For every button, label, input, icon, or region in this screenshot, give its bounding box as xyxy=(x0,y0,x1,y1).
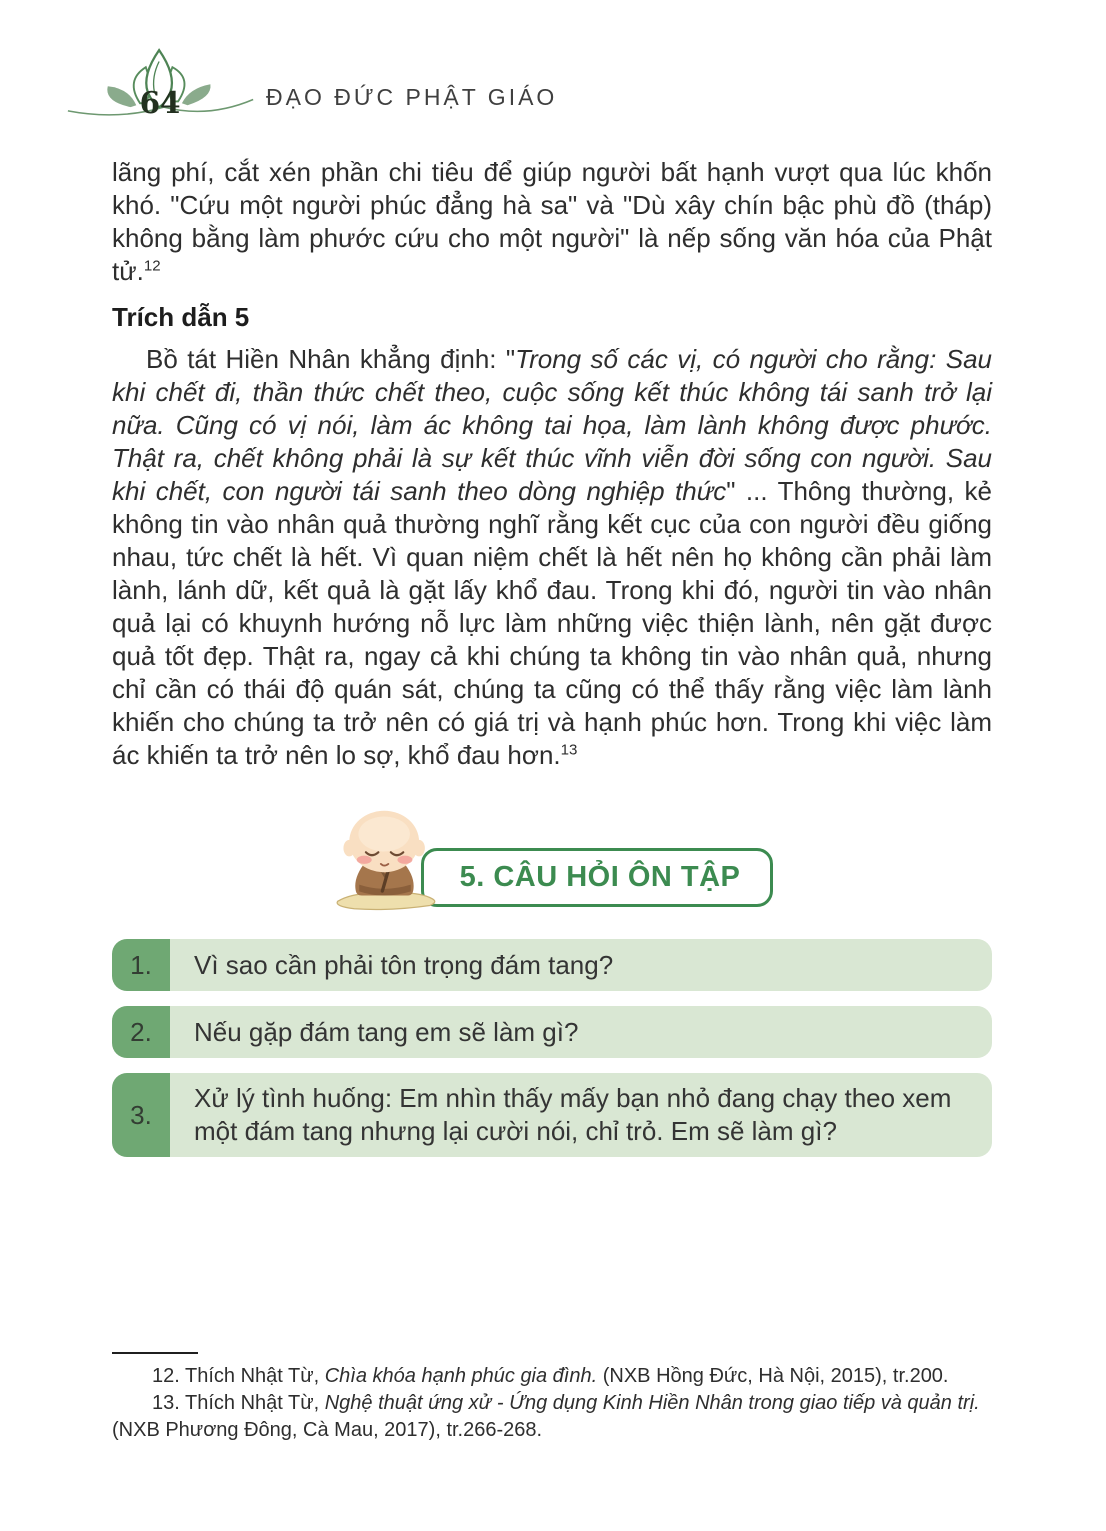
question-text: Nếu gặp đám tang em sẽ làm gì? xyxy=(170,1006,992,1058)
page-content xyxy=(112,156,992,1157)
footnote-13-prefix: 13. Thích Nhật Từ, xyxy=(152,1392,325,1414)
question-text: Xử lý tình huống: Em nhìn thấy mấy bạn nhỏ đang chạy theo xem một đám tang nhưng lại cười nói, chỉ trỏ. Em sẽ làm gì? xyxy=(170,1073,992,1157)
paragraph-2-quote: Trong số các vị, có người cho rằng: Sau khi chết đi, thần thức chết theo, cuộc sống kết thúc không tái sanh trở lại nữa. Cũng có vị nói, làm ác không tai họa, làm lành không được phước. Thật ra, chết không phải là sự kết thúc vĩnh viễn đời sống con người. Sau khi chết, con người tái sanh theo dòng nghiệp thức xyxy=(112,344,992,506)
lotus-logo-icon xyxy=(66,46,256,134)
review-banner-title: 5. CÂU HỎI ÔN TẬP xyxy=(459,861,741,893)
question-row-3 xyxy=(112,1073,992,1157)
footnote-12-title: Chìa khóa hạnh phúc gia đình. xyxy=(324,1365,598,1387)
footnote-13-suffix: (NXB Phương Đông, Cà Mau, 2017), tr.266-268. xyxy=(112,1419,543,1441)
book-title: ĐẠO ĐỨC PHẬT GIÁO xyxy=(266,83,558,110)
question-text: Vì sao cần phải tôn trọng đám tang? xyxy=(170,939,992,991)
footnote-ref-13: 13 xyxy=(560,741,578,759)
page-number: 64 xyxy=(139,84,181,120)
paragraph-2-tail: " ... Thông thường, kẻ không tin vào nhân quả thường nghĩ rằng kết cục của con người đều giống nhau, tức chết là hết. Vì quan niệm chết là hết nên họ không cần phải làm lành, lánh dữ, kết quả là gặt lấy khổ đau. Trong khi đó, người tin vào nhân quả lại có khuynh hướng nỗ lực làm những việc thiện lành, nên gặt được quả tốt đẹp. Thật ra, ngay cả khi chúng ta không tin vào nhân quả, nhưng chỉ cần có thái độ quán sát, chúng ta cũng có thể thấy rằng việc làm lành khiến cho chúng ta trở nên có giá trị và hạnh phúc hơn. Trong khi việc làm ác khiến ta trở nên lo sợ, khổ đau hơn. xyxy=(112,476,992,770)
question-row-1 xyxy=(112,939,992,991)
question-number: 1. xyxy=(112,939,170,991)
lotus-logo-svg xyxy=(66,46,256,134)
footnote-13-title: Nghệ thuật ứng xử - Ứng dụng Kinh Hiền Nhân trong giao tiếp và quản trị. xyxy=(324,1392,980,1414)
page-header xyxy=(66,46,557,134)
question-row-2 xyxy=(112,1006,992,1058)
footnote-13 xyxy=(112,1390,996,1444)
footnote-divider xyxy=(112,1352,198,1354)
paragraph-1-text: lãng phí, cắt xén phần chi tiêu để giúp người bất hạnh vượt qua lúc khốn khó. "Cứu một người phúc đẳng hà sa" và "Dù xây chín bậc phù đồ (tháp) không bằng làm phước cứu cho một người" là nếp sống văn hóa của Phật tử. xyxy=(112,157,992,286)
quote-heading: Trích dẫn 5 xyxy=(112,302,250,332)
question-number: 2. xyxy=(112,1006,170,1058)
footnote-ref-12: 12 xyxy=(143,257,161,275)
review-banner-box xyxy=(421,848,774,907)
monk-mascot-icon xyxy=(331,808,439,919)
paragraph-2-lead: Bồ tát Hiền Nhân khẳng định: " xyxy=(146,344,516,374)
paragraph-2 xyxy=(112,343,992,772)
footnotes xyxy=(112,1352,996,1444)
paragraph-1 xyxy=(112,156,992,288)
question-list xyxy=(112,939,992,1157)
review-banner xyxy=(112,808,992,907)
footnote-12-prefix: 12. Thích Nhật Từ, xyxy=(152,1365,325,1387)
footnote-12-suffix: (NXB Hồng Đức, Hà Nội, 2015), tr.200. xyxy=(597,1365,949,1387)
footnote-12 xyxy=(112,1363,996,1390)
question-number: 3. xyxy=(112,1073,170,1157)
